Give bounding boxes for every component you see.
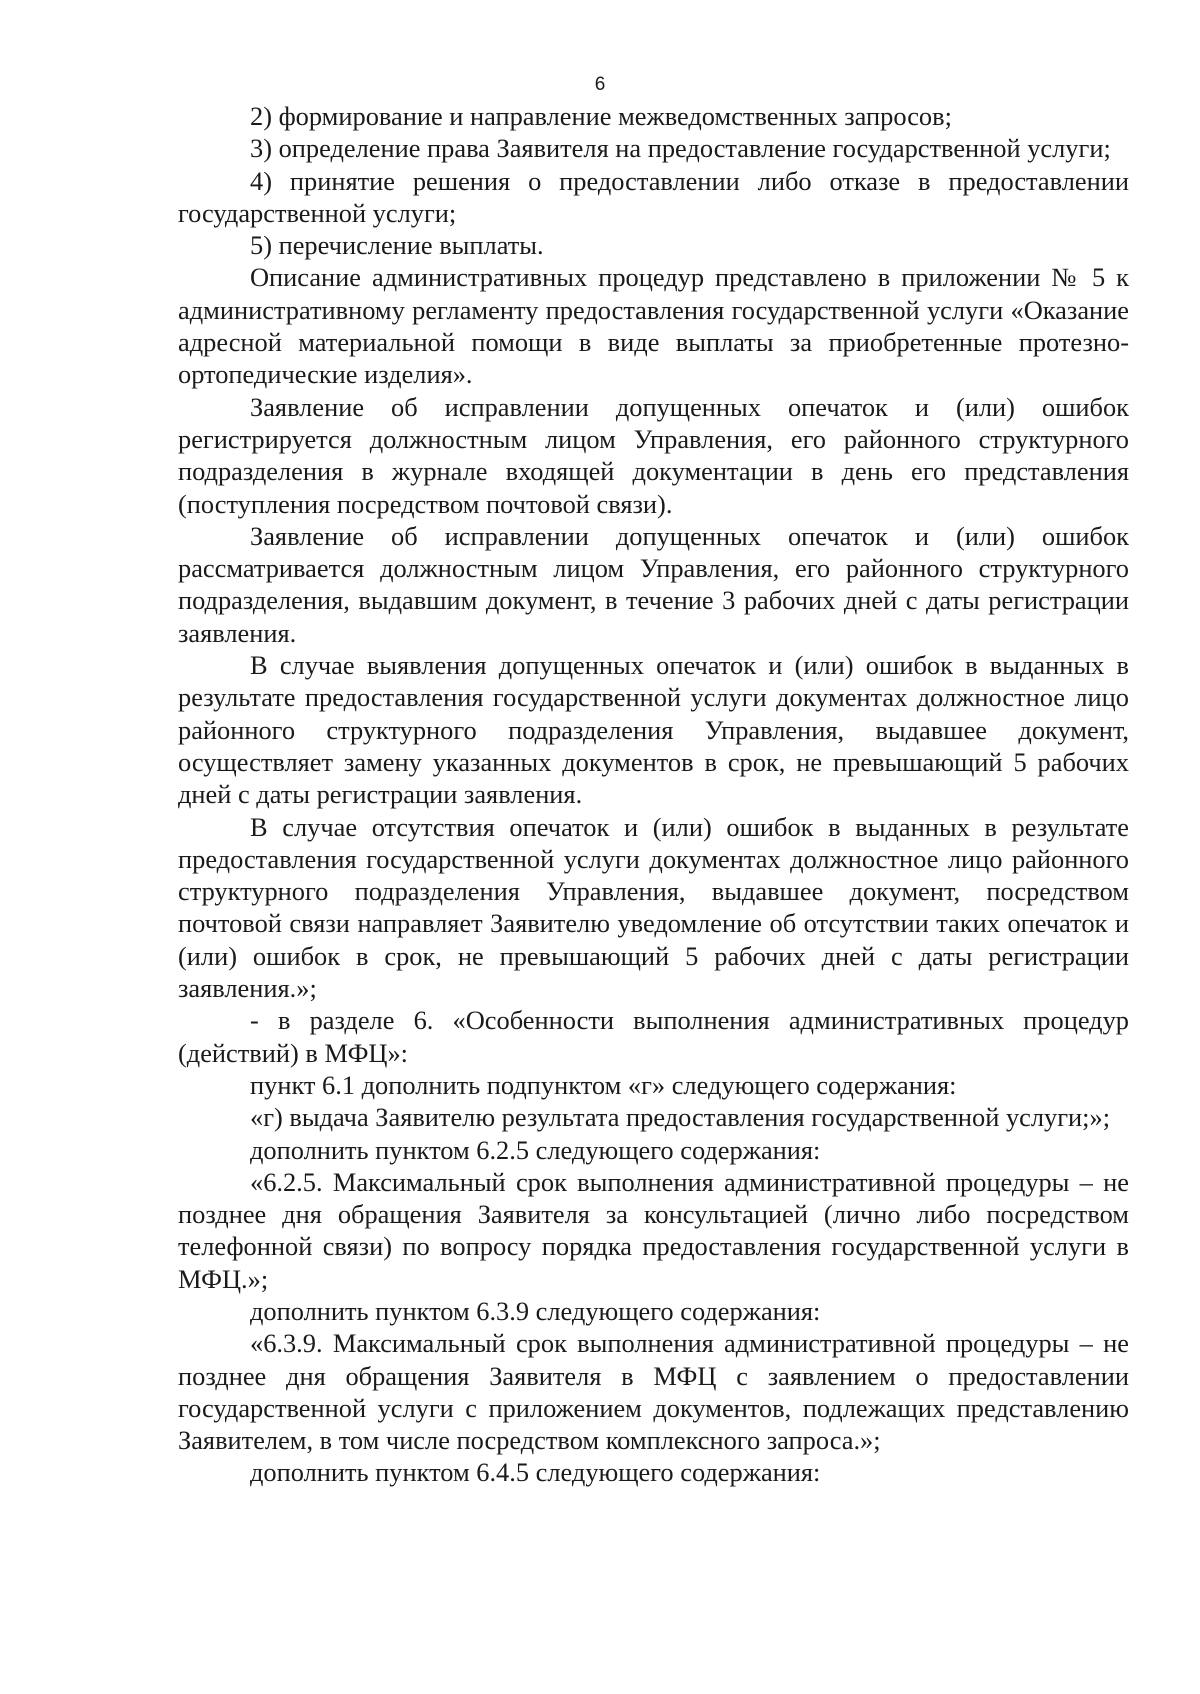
paragraph-error-found: В случае выявления допущенных опечаток и (или) ошибок в выданных в результате предоставления государственной услуги документах должностное лицо районного структурного подразделения Управления, выдавшее документ, осуществляет замену указанных документов в срок, не превышающий 5 рабочих дней с даты регистрации заявления. [178, 650, 1129, 810]
paragraph-item-5: 5) перечисление выплаты. [250, 230, 544, 261]
paragraph-item-2: 2) формирование и направление межведомственных запросов; [250, 101, 952, 131]
document-body [178, 100, 1129, 1489]
paragraph-item-4: 4) принятие решения о предоставлении либо отказе в предоставлении государственной услуги; [178, 165, 1129, 228]
paragraph-add-6-3-9: дополнить пунктом 6.3.9 следующего содержания: [250, 1295, 821, 1326]
paragraph-text-6-2-5: «6.2.5. Максимальный срок выполнения административной процедуры – не позднее дня обращения Заявителя за консультацией (лично либо посредством телефонной связи) по вопросу порядка предоставления государственной услуги в МФЦ.»; [178, 1166, 1129, 1294]
page-number: 6 [594, 74, 606, 95]
paragraph-add-6-2-5: дополнить пунктом 6.2.5 следующего содержания: [250, 1134, 821, 1165]
paragraph-subpoint-g: «г) выдача Заявителю результата предоставления государственной услуги;»; [250, 1102, 1111, 1133]
paragraph-error-absent: В случае отсутствия опечаток и (или) ошибок в выданных в результате предоставления государственной услуги документах должностное лицо районного структурного подразделения Управления, выдавшее документ, посредством почтовой связи направляет Заявителю уведомление об отсутствии таких опечаток и (или) ошибок в срок, не превышающий 5 рабочих дней с даты регистрации заявления.»; [178, 811, 1129, 1004]
paragraph-error-review: Заявление об исправлении допущенных опечаток и (или) ошибок рассматривается должностным лицом Управления, его районного структурного подразделения, выдавшим документ, в течение 3 рабочих дней с даты регистрации заявления. [178, 520, 1129, 648]
paragraph-error-registration: Заявление об исправлении допущенных опечаток и (или) ошибок регистрируется должностным лицом Управления, его районного структурного подразделения в журнале входящей документации в день его представления (поступления посредством почтовой связи). [178, 391, 1129, 519]
paragraph-point-6-1: пункт 6.1 дополнить подпунктом «г» следующего содержания: [250, 1069, 957, 1100]
paragraph-item-3: 3) определение права Заявителя на предоставление государственной услуги; [250, 133, 1111, 164]
paragraph-procedures-description: Описание административных процедур представлено в приложении № 5 к административному регламенту предоставления государственной услуги «Оказание адресной материальной помощи в виде выплаты за приобретенные протезно-ортопедические изделия». [178, 262, 1129, 390]
paragraph-add-6-4-5: дополнить пунктом 6.4.5 следующего содержания: [250, 1457, 821, 1488]
paragraph-text-6-3-9: «6.3.9. Максимальный срок выполнения административной процедуры – не позднее дня обращения Заявителя в МФЦ с заявлением о предоставлении государственной услуги с приложением документов, подлежащих представлению Заявителем, в том числе посредством комплексного запроса.»; [178, 1328, 1129, 1456]
paragraph-section-6-heading: - в разделе 6. «Особенности выполнения административных процедур (действий) в МФЦ»: [178, 1005, 1129, 1068]
